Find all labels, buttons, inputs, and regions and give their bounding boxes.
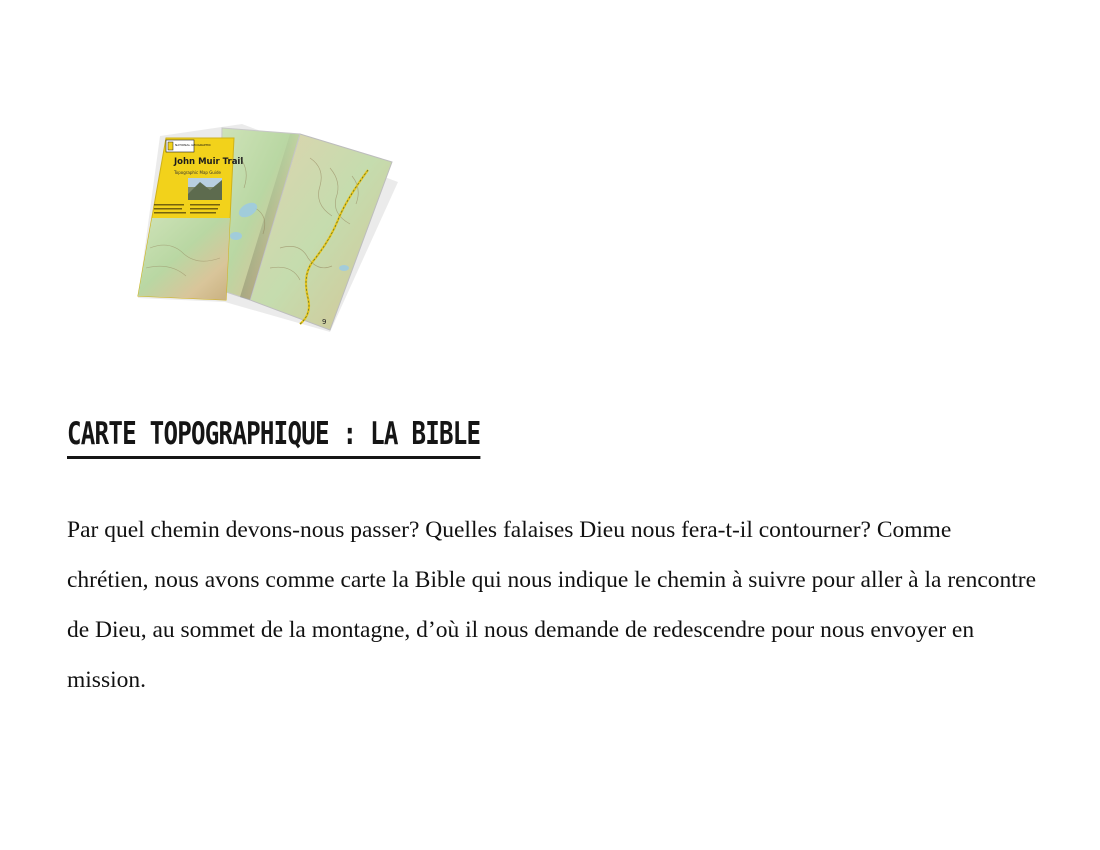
topographic-map-icon bbox=[130, 118, 400, 336]
cover-brand: NATIONAL GEOGRAPHIC bbox=[175, 143, 212, 147]
page-title: CARTE TOPOGRAPHIQUE : LA BIBLE bbox=[67, 414, 480, 459]
map-page-number: 9 bbox=[322, 318, 327, 326]
cover-title: John Muir Trail bbox=[174, 157, 244, 167]
map-guide-image bbox=[130, 118, 400, 336]
body-paragraph: Par quel chemin devons-nous passer? Quelles falaises Dieu nous fera-t-il contourner? Comme chrétien, nous avons comme carte la Bible qui nous indique le chemin à suivre pour aller à la rencontre de Dieu, au sommet de la montagne, d’où il nous demande de redescendre pour nous envoyer en mission. bbox=[67, 517, 1037, 693]
cover-subtitle: Topographic Map Guide bbox=[174, 170, 221, 175]
